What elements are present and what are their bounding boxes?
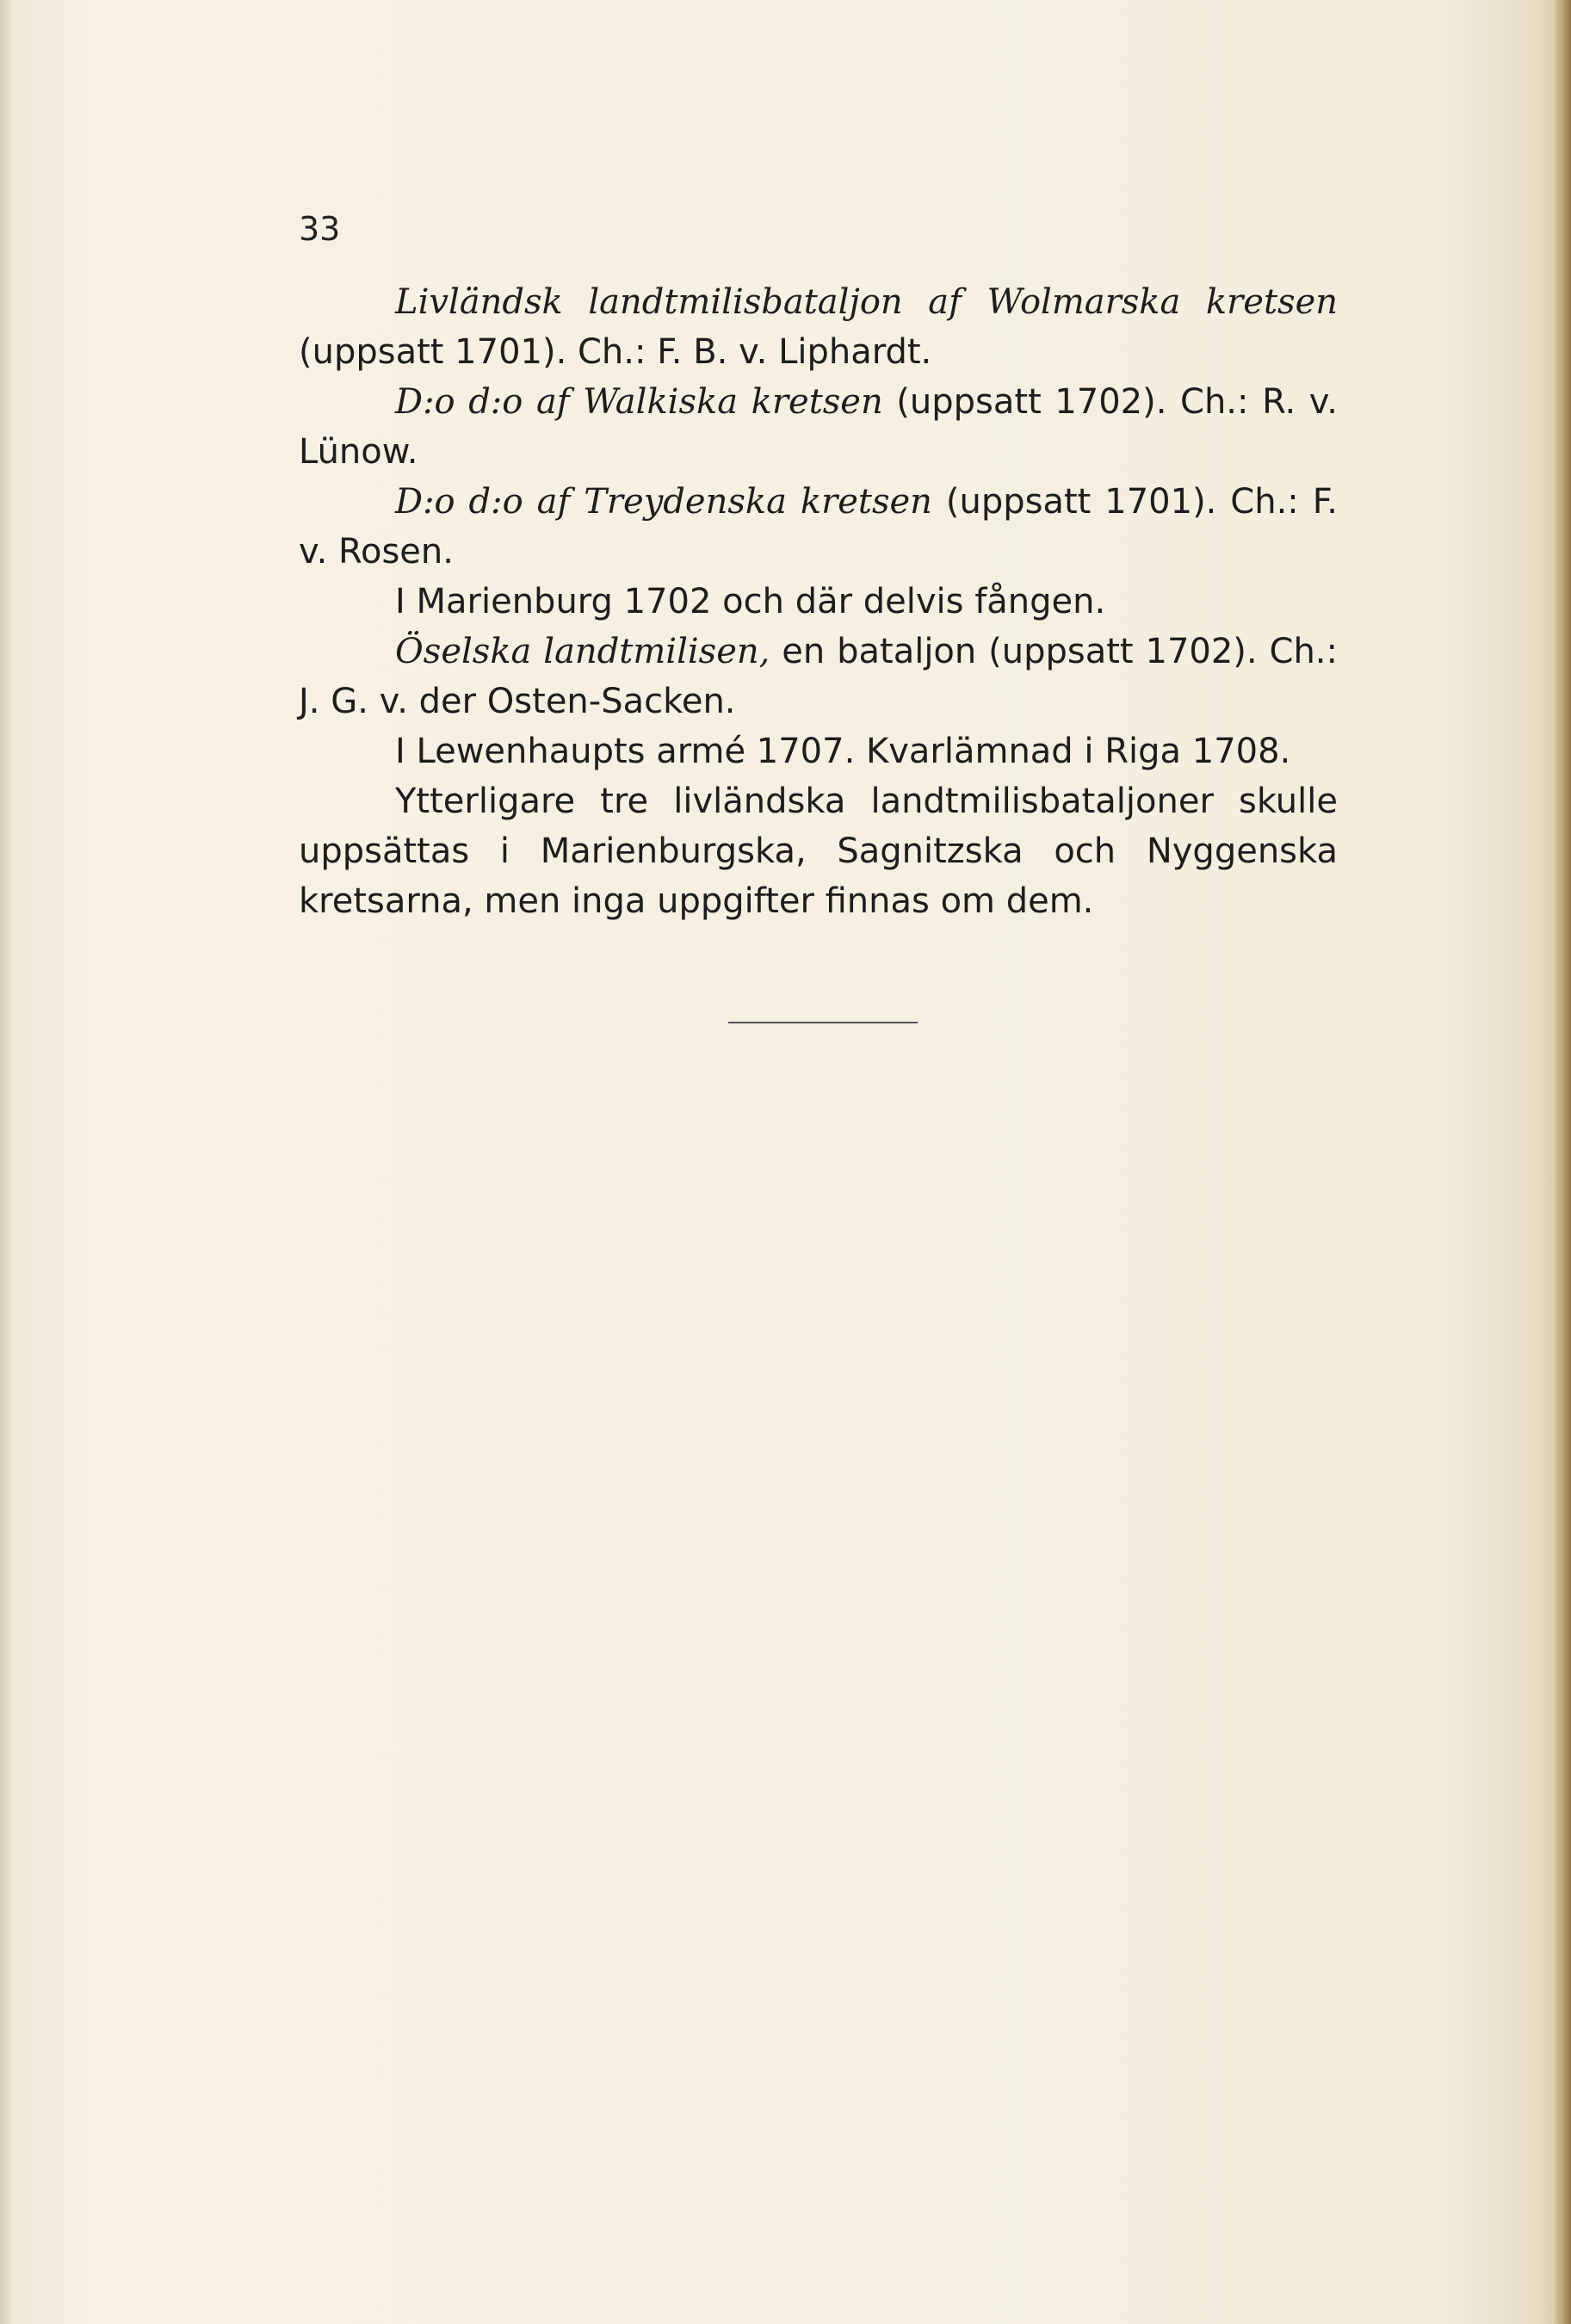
paragraph-text: I Marienburg 1702 och där delvis fången. bbox=[395, 582, 1106, 621]
paragraph bbox=[299, 726, 1338, 776]
paragraph bbox=[299, 627, 1338, 726]
paragraph-text: (uppsatt 1701). Ch.: F. v. Rosen. bbox=[299, 482, 1339, 572]
paragraph-text: (uppsatt 1701). Ch.: F. B. v. Liphardt. bbox=[299, 332, 932, 372]
paragraph-italic: D:o d:o af Walkiska kretsen bbox=[395, 382, 883, 422]
paragraph-text: I Lewenhaupts armé 1707. Kvarlämnad i Riga 1708. bbox=[395, 732, 1291, 771]
paragraph-italic: Öselska landtmilisen, bbox=[395, 632, 770, 671]
paragraph bbox=[299, 776, 1338, 926]
body-text bbox=[299, 277, 1338, 926]
paragraph bbox=[299, 577, 1338, 627]
paragraph-italic: Livländsk landtmilisbataljon af Wolmarska kretsen bbox=[395, 282, 1338, 322]
paragraph bbox=[299, 477, 1338, 577]
paragraph bbox=[299, 277, 1338, 377]
paragraph-text: (uppsatt 1702). Ch.: R. v. Lünow. bbox=[299, 382, 1339, 472]
paragraph-text: Ytterligare tre livländska landtmilisbataljoner skulle uppsättas i Marienburgska, Sagnitzska och Nyggenska kretsarna, men inga uppgifter finnas om dem. bbox=[299, 782, 1338, 921]
page-right-edge bbox=[1552, 0, 1571, 2324]
page-number: 33 bbox=[299, 210, 341, 248]
paragraph-italic: D:o d:o af Treydenska kretsen bbox=[395, 482, 932, 522]
paragraph-text: en bataljon (uppsatt 1702). Ch.: J. G. v. der Osten-Sacken. bbox=[299, 632, 1338, 721]
section-divider bbox=[728, 1022, 918, 1023]
paragraph bbox=[299, 377, 1338, 477]
page-left-edge bbox=[0, 0, 12, 2324]
